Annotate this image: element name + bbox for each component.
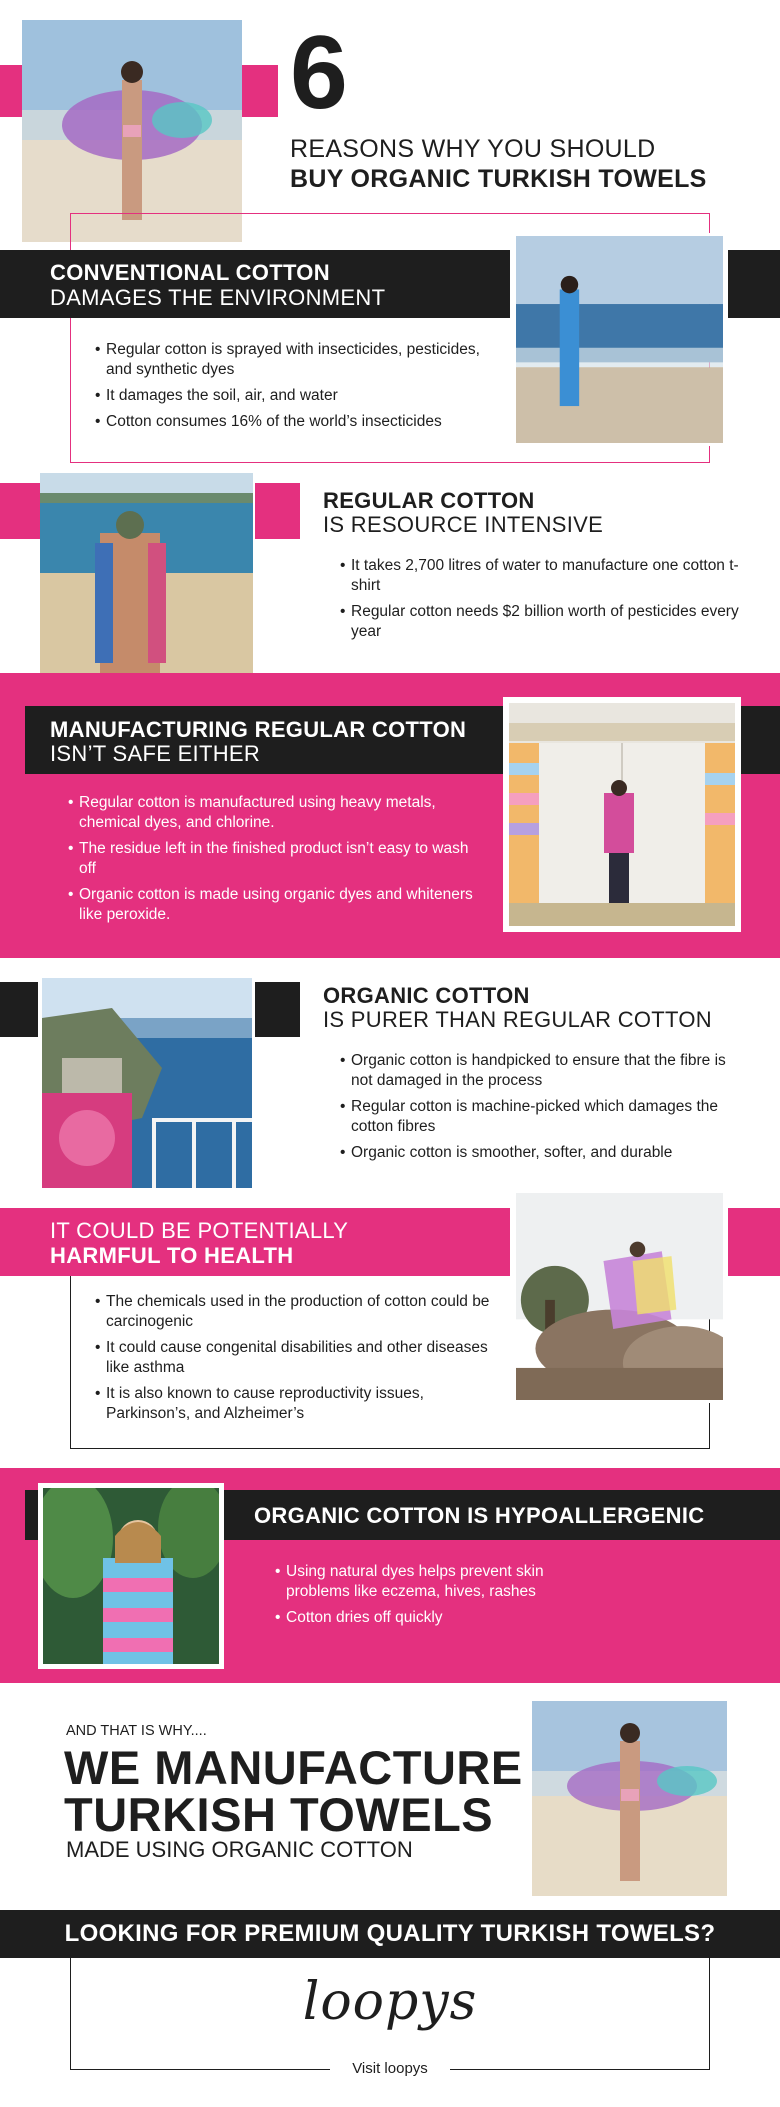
closing-big-line1: WE MANUFACTURE [64, 1741, 523, 1794]
list-item: • Cotton dries off quickly [275, 1608, 605, 1628]
list-item: • It could cause congenital disabilities and other diseases like asthma [95, 1338, 500, 1378]
section1-header-bar-right [728, 250, 780, 318]
section4-accent-bar-right [255, 982, 300, 1037]
section2-accent-bar [0, 483, 40, 539]
section4-bullet-list [340, 1051, 750, 1169]
footer-banner-text: LOOKING FOR PREMIUM QUALITY TURKISH TOWELS? [64, 1920, 716, 1947]
list-item: • Regular cotton is machine-picked which damages the cotton fibres [340, 1097, 750, 1137]
section3-heading-light: ISN’T SAFE EITHER [50, 741, 261, 766]
list-item: • Organic cotton is handpicked to ensure that the fibre is not damaged in the process [340, 1051, 750, 1091]
section2-bullet-list [340, 556, 740, 648]
photo-woman-rocks [513, 1190, 726, 1403]
section2-accent-bar-right [255, 483, 300, 539]
list-item: • The chemicals used in the production of cotton could be carcinogenic [95, 1292, 500, 1332]
list-item: • Organic cotton is smoother, softer, and durable [340, 1143, 750, 1163]
section4-accent-bar [0, 982, 38, 1037]
photo-woman-beach-hut [503, 697, 741, 932]
section3-heading-bold: MANUFACTURING REGULAR COTTON [50, 717, 467, 742]
list-item: • Regular cotton needs $2 billion worth of pesticides every year [340, 602, 740, 642]
photo-woman-beach-towel [22, 20, 242, 242]
section5-heading-bold: HARMFUL TO HEALTH [50, 1243, 294, 1268]
section4-heading-bold: ORGANIC COTTON [323, 983, 530, 1008]
section1-bullet-list [95, 340, 485, 438]
section4-heading-light: IS PURER THAN REGULAR COTTON [323, 1007, 712, 1032]
section1-heading-bold: CONVENTIONAL COTTON [50, 260, 330, 285]
intro-accent-bar-right [238, 65, 278, 117]
intro-accent-bar [0, 65, 24, 117]
photo-man-beach-towel [40, 473, 253, 673]
closing-lead: AND THAT IS WHY.... [66, 1723, 207, 1739]
list-item: • It is also known to cause reproductivity issues, Parkinson’s, and Alzheimer’s [95, 1384, 500, 1424]
closing-big-line2: TURKISH TOWELS [64, 1788, 494, 1841]
list-item: • It damages the soil, air, and water [95, 386, 485, 406]
photo-woman-shore [513, 233, 726, 446]
intro-number: 6 [290, 15, 349, 131]
list-item: • Organic cotton is made using organic dyes and whiteners like peroxide. [68, 885, 473, 925]
closing-subtitle: MADE USING ORGANIC COTTON [66, 1837, 413, 1862]
list-item: • Cotton consumes 16% of the world’s insecticides [95, 412, 485, 432]
section5-header-bar-right [728, 1208, 780, 1276]
photo-coastal-towel [42, 978, 252, 1188]
section6-heading-bold: ORGANIC COTTON IS HYPOALLERGENIC [254, 1503, 705, 1528]
list-item: • Regular cotton is sprayed with insecticides, pesticides, and synthetic dyes [95, 340, 485, 380]
intro-title-line1: REASONS WHY YOU SHOULD [290, 135, 656, 163]
section5-heading-light: IT COULD BE POTENTIALLY [50, 1218, 349, 1243]
section1-heading-light: DAMAGES THE ENVIRONMENT [50, 285, 386, 310]
list-item: • Using natural dyes helps prevent skin problems like eczema, hives, rashes [275, 1562, 605, 1602]
section2-heading-bold: REGULAR COTTON [323, 488, 535, 513]
list-item: • The residue left in the finished product isn’t easy to wash off [68, 839, 473, 879]
section5-bullet-list [95, 1292, 500, 1430]
loopys-logo[interactable]: loopys [302, 1972, 478, 2032]
list-item: • Regular cotton is manufactured using heavy metals, chemical dyes, and chlorine. [68, 793, 473, 833]
photo-woman-beach-closing [532, 1701, 727, 1896]
visit-loopys-link[interactable]: Visit loopys [352, 2060, 428, 2077]
section2-heading-light: IS RESOURCE INTENSIVE [323, 512, 604, 537]
intro-title-line2: BUY ORGANIC TURKISH TOWELS [290, 165, 707, 193]
list-item: • It takes 2,700 litres of water to manufacture one cotton t-shirt [340, 556, 740, 596]
section3-bullet-list [68, 793, 473, 931]
photo-girl-towel [38, 1483, 224, 1669]
section6-bullet-list [275, 1562, 605, 1634]
